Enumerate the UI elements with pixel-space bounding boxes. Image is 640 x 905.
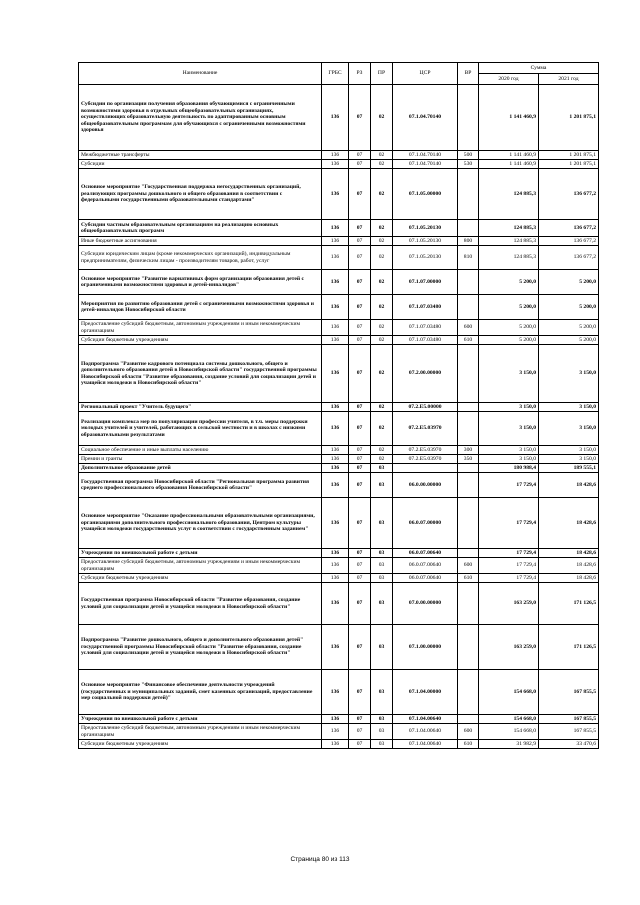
row-rz: 07 — [349, 549, 371, 558]
row-rz: 07 — [349, 740, 371, 749]
row-sum-2021: 18 428,6 — [539, 558, 599, 574]
table-row — [79, 169, 599, 220]
row-vr — [458, 220, 479, 237]
row-name: Государственная программа Новосибирской области "Региональная программа развития среднего профессионального образования Новосибирской области" — [79, 473, 322, 498]
row-csr: 07.1.07.00000 — [393, 270, 458, 295]
row-pr: 02 — [371, 151, 393, 160]
row-grbs: 136 — [322, 464, 349, 473]
table-row — [79, 583, 599, 625]
row-name: Субсидии бюджетным учреждениям — [79, 336, 322, 345]
row-vr — [458, 583, 479, 625]
row-name: Основное мероприятие "Финансовое обеспечение деятельности учреждений (государственных и муниципальных заданий, смет казенных организаций, предоставление мер социальной поддержки детей)" — [79, 670, 322, 715]
row-csr: 07.1.04.70140 — [393, 151, 458, 160]
row-sum-2021: 167 855,5 — [539, 724, 599, 740]
row-name: Иные бюджетные ассигнования — [79, 237, 322, 246]
row-sum-2021: 3 150,0 — [539, 345, 599, 403]
row-sum-2021: 3 150,0 — [539, 446, 599, 455]
row-sum-2020: 154 668,0 — [479, 724, 539, 740]
row-vr: 610 — [458, 740, 479, 749]
row-rz: 07 — [349, 670, 371, 715]
row-sum-2021: 171 126,5 — [539, 583, 599, 625]
row-name: Субсидии частным образовательным организациям на реализацию основных общеобразовательных программ — [79, 220, 322, 237]
row-sum-2020: 1 141 460,9 — [479, 160, 539, 169]
row-sum-2021: 18 428,6 — [539, 473, 599, 498]
row-name: Учреждения по внешкольной работе с детьми — [79, 549, 322, 558]
row-rz: 07 — [349, 455, 371, 464]
row-grbs: 136 — [322, 583, 349, 625]
row-grbs: 136 — [322, 455, 349, 464]
row-csr: 07.1.07.03480 — [393, 320, 458, 336]
table-row — [79, 498, 599, 549]
row-vr — [458, 549, 479, 558]
row-csr: 07.1.07.03480 — [393, 295, 458, 320]
table-row — [79, 160, 599, 169]
row-rz: 07 — [349, 220, 371, 237]
row-vr: 610 — [458, 574, 479, 583]
row-rz: 07 — [349, 473, 371, 498]
row-sum-2020: 17 729,4 — [479, 558, 539, 574]
row-vr: 810 — [458, 246, 479, 270]
row-sum-2020: 3 150,0 — [479, 446, 539, 455]
row-pr: 03 — [371, 625, 393, 670]
row-vr: 300 — [458, 446, 479, 455]
row-vr — [458, 625, 479, 670]
row-rz: 07 — [349, 160, 371, 169]
row-pr: 03 — [371, 583, 393, 625]
row-rz: 07 — [349, 498, 371, 549]
row-vr: 600 — [458, 320, 479, 336]
row-rz: 07 — [349, 237, 371, 246]
row-csr: 07.1.04.00640 — [393, 724, 458, 740]
row-vr — [458, 169, 479, 220]
row-name: Социальное обеспечение и иные выплаты населению — [79, 446, 322, 455]
row-vr: 600 — [458, 724, 479, 740]
row-grbs: 136 — [322, 715, 349, 724]
row-grbs: 136 — [322, 320, 349, 336]
row-sum-2020: 180 988,4 — [479, 464, 539, 473]
row-rz: 07 — [349, 320, 371, 336]
row-grbs: 136 — [322, 403, 349, 412]
row-sum-2020: 3 150,0 — [479, 412, 539, 446]
table-row — [79, 270, 599, 295]
row-pr: 02 — [371, 85, 393, 151]
row-pr: 03 — [371, 715, 393, 724]
row-sum-2021: 171 126,5 — [539, 625, 599, 670]
row-sum-2020: 163 259,0 — [479, 583, 539, 625]
table-row — [79, 446, 599, 455]
table-row — [79, 345, 599, 403]
table-row — [79, 246, 599, 270]
row-pr: 03 — [371, 498, 393, 549]
row-vr — [458, 498, 479, 549]
row-csr: 07.2.00.00000 — [393, 345, 458, 403]
row-vr: 530 — [458, 160, 479, 169]
row-grbs: 136 — [322, 295, 349, 320]
header-vr: ВР — [458, 63, 479, 85]
row-grbs: 136 — [322, 237, 349, 246]
row-sum-2021: 18 428,6 — [539, 498, 599, 549]
row-sum-2020: 124 885,3 — [479, 237, 539, 246]
row-sum-2020: 124 885,3 — [479, 246, 539, 270]
row-name: Субсидии бюджетным учреждениям — [79, 740, 322, 749]
row-sum-2021: 3 150,0 — [539, 412, 599, 446]
row-name: Государственная программа Новосибирской области "Развитие образования, создание условий для социализации детей и учащейся молодежи в Новосибирской области" — [79, 583, 322, 625]
table-row — [79, 336, 599, 345]
row-sum-2020: 154 668,0 — [479, 670, 539, 715]
row-pr: 02 — [371, 336, 393, 345]
row-name: Подпрограмма "Развитие кадрового потенциала системы дошкольного, общего и дополнительного образования детей в Новосибирской области" государственной программы Новосибирской области "Развитие образования, создание условий для социализации детей и учащейся молодежи в Новосибирской области" — [79, 345, 322, 403]
row-vr — [458, 85, 479, 151]
row-pr: 02 — [371, 246, 393, 270]
row-grbs: 136 — [322, 558, 349, 574]
row-vr — [458, 670, 479, 715]
header-sum: Сумма — [479, 63, 599, 74]
row-pr: 03 — [371, 740, 393, 749]
row-grbs: 136 — [322, 412, 349, 446]
row-vr — [458, 345, 479, 403]
row-pr: 02 — [371, 345, 393, 403]
row-csr: 06.0.07.00640 — [393, 574, 458, 583]
table-row — [79, 625, 599, 670]
row-rz: 07 — [349, 583, 371, 625]
row-sum-2020: 31 982,9 — [479, 740, 539, 749]
header-grbs: ГРБС — [322, 63, 349, 85]
row-sum-2020: 124 885,3 — [479, 220, 539, 237]
row-rz: 07 — [349, 151, 371, 160]
row-csr: 06.0.07.00000 — [393, 498, 458, 549]
table-row — [79, 473, 599, 498]
row-csr: 07.1.04.00640 — [393, 715, 458, 724]
row-pr: 03 — [371, 670, 393, 715]
row-name: Реализация комплекса мер по популяризации профессии учителя, в т.ч. меры поддержки молодых учителей и учителей, работающих в сельской местности и в школах с низкими образовательными результатами — [79, 412, 322, 446]
row-pr: 02 — [371, 220, 393, 237]
row-vr — [458, 403, 479, 412]
document-page — [78, 62, 598, 749]
row-csr: 07.1.04.00000 — [393, 670, 458, 715]
row-sum-2021: 136 677,2 — [539, 246, 599, 270]
row-sum-2020: 3 150,0 — [479, 403, 539, 412]
row-sum-2020: 17 729,4 — [479, 498, 539, 549]
row-csr: 07.2.E5.03970 — [393, 446, 458, 455]
table-row — [79, 670, 599, 715]
row-sum-2020: 124 885,3 — [479, 169, 539, 220]
row-rz: 07 — [349, 246, 371, 270]
row-name: Предоставление субсидий бюджетным, автономным учреждениям и иным некоммерческим организациям — [79, 320, 322, 336]
row-vr — [458, 412, 479, 446]
row-vr: 500 — [458, 151, 479, 160]
row-vr: 800 — [458, 237, 479, 246]
row-csr: 06.0.07.00640 — [393, 549, 458, 558]
row-pr: 03 — [371, 464, 393, 473]
row-name: Дополнительное образование детей — [79, 464, 322, 473]
table-row — [79, 574, 599, 583]
row-sum-2020: 1 141 460,9 — [479, 85, 539, 151]
row-csr: 07.2.E5.00000 — [393, 403, 458, 412]
row-name: Региональный проект "Учитель будущего" — [79, 403, 322, 412]
row-grbs: 136 — [322, 724, 349, 740]
row-sum-2020: 5 200,0 — [479, 295, 539, 320]
row-csr: 07.0.00.00000 — [393, 583, 458, 625]
table-row — [79, 85, 599, 151]
header-2020: 2020 год — [479, 74, 539, 85]
row-rz: 07 — [349, 403, 371, 412]
header-csr: ЦСР — [393, 63, 458, 85]
row-grbs: 136 — [322, 549, 349, 558]
row-grbs: 136 — [322, 246, 349, 270]
table-row — [79, 151, 599, 160]
row-name: Субсидии юридическим лицам (кроме некоммерческих организаций), индивидуальным предпринимателям, физическим лицам - производителям товаров, работ, услуг — [79, 246, 322, 270]
row-csr: 07.1.05.20130 — [393, 220, 458, 237]
row-csr: 07.1.04.70140 — [393, 160, 458, 169]
row-grbs: 136 — [322, 473, 349, 498]
row-pr: 02 — [371, 403, 393, 412]
row-name: Подпрограмма "Развитие дошкольного, общего и дополнительного образования детей" государственной программы Новосибирской области "Развитие образования, создание условий для социализации детей и учащейся молодежи в Новосибирской области" — [79, 625, 322, 670]
row-sum-2021: 1 201 875,1 — [539, 160, 599, 169]
row-sum-2021: 5 200,0 — [539, 295, 599, 320]
row-grbs: 136 — [322, 574, 349, 583]
row-sum-2021: 167 855,5 — [539, 715, 599, 724]
row-grbs: 136 — [322, 169, 349, 220]
row-pr: 03 — [371, 558, 393, 574]
row-rz: 07 — [349, 412, 371, 446]
row-vr — [458, 715, 479, 724]
row-sum-2020: 17 729,4 — [479, 574, 539, 583]
row-grbs: 136 — [322, 625, 349, 670]
row-sum-2021: 5 200,0 — [539, 320, 599, 336]
row-sum-2021: 167 855,5 — [539, 670, 599, 715]
row-pr: 02 — [371, 320, 393, 336]
row-sum-2021: 1 201 875,1 — [539, 85, 599, 151]
row-csr: 07.1.04.70140 — [393, 85, 458, 151]
row-sum-2021: 3 150,0 — [539, 455, 599, 464]
table-row — [79, 220, 599, 237]
row-sum-2021: 189 555,1 — [539, 464, 599, 473]
row-name: Предоставление субсидий бюджетным, автономным учреждениям и иным некоммерческим организациям — [79, 724, 322, 740]
row-sum-2020: 154 668,0 — [479, 715, 539, 724]
row-grbs: 136 — [322, 345, 349, 403]
row-name: Межбюджетные трансферты — [79, 151, 322, 160]
row-sum-2021: 136 677,2 — [539, 220, 599, 237]
row-name: Субсидии по организации получения образования обучающимися с ограниченными возможностями здоровья в отдельных общеобразовательных организациях, осуществляющих образовательную деятельность по адаптированным основным общеобразовательным программам для обучающихся с ограниченными возможностями здоровья — [79, 85, 322, 151]
row-sum-2020: 1 141 460,9 — [479, 151, 539, 160]
row-csr: 07.2.E5.03970 — [393, 412, 458, 446]
row-name: Субсидии бюджетным учреждениям — [79, 574, 322, 583]
row-csr: 07.1.05.20130 — [393, 246, 458, 270]
row-sum-2021: 18 428,6 — [539, 549, 599, 558]
table-row — [79, 295, 599, 320]
row-sum-2020: 3 150,0 — [479, 345, 539, 403]
row-vr — [458, 295, 479, 320]
row-rz: 07 — [349, 336, 371, 345]
row-csr: 07.1.05.00000 — [393, 169, 458, 220]
table-row — [79, 464, 599, 473]
page-number: Страница 80 из 113 — [290, 856, 350, 863]
row-csr: 06.0.00.00000 — [393, 473, 458, 498]
row-rz: 07 — [349, 169, 371, 220]
row-rz: 07 — [349, 345, 371, 403]
row-sum-2021: 1 201 875,1 — [539, 151, 599, 160]
row-pr: 02 — [371, 237, 393, 246]
row-sum-2021: 18 428,6 — [539, 574, 599, 583]
row-csr: 07.1.07.03480 — [393, 336, 458, 345]
row-grbs: 136 — [322, 160, 349, 169]
row-rz: 07 — [349, 270, 371, 295]
row-vr: 610 — [458, 336, 479, 345]
row-name: Учреждения по внешкольной работе с детьми — [79, 715, 322, 724]
table-row — [79, 403, 599, 412]
row-rz: 07 — [349, 464, 371, 473]
table-row — [79, 320, 599, 336]
row-grbs: 136 — [322, 336, 349, 345]
row-sum-2021: 5 200,0 — [539, 270, 599, 295]
row-pr: 03 — [371, 724, 393, 740]
row-name: Основное мероприятие "Государственная поддержка негосударственных организаций, реализующих программы дошкольного и общего образования в соответствии с федеральными государственными образовательными стандартами" — [79, 169, 322, 220]
row-sum-2020: 17 729,4 — [479, 549, 539, 558]
row-rz: 07 — [349, 715, 371, 724]
row-sum-2020: 5 200,0 — [479, 270, 539, 295]
row-pr: 02 — [371, 446, 393, 455]
row-sum-2021: 136 677,2 — [539, 169, 599, 220]
table-row — [79, 237, 599, 246]
row-sum-2020: 5 200,0 — [479, 336, 539, 345]
table-row — [79, 740, 599, 749]
row-pr: 02 — [371, 270, 393, 295]
row-rz: 07 — [349, 724, 371, 740]
row-vr: 600 — [458, 558, 479, 574]
row-sum-2020: 17 729,4 — [479, 473, 539, 498]
row-vr — [458, 473, 479, 498]
row-pr: 02 — [371, 455, 393, 464]
row-rz: 07 — [349, 574, 371, 583]
row-csr: 07.1.05.20130 — [393, 237, 458, 246]
row-name: Основное мероприятие "Оказание профессиональными образовательными организациями, организациями дополнительного профессионального образования, Центром культуры учащейся молодежи государственных услуг в соответствии с государственным заданием" — [79, 498, 322, 549]
row-grbs: 136 — [322, 85, 349, 151]
table-row — [79, 549, 599, 558]
row-grbs: 136 — [322, 220, 349, 237]
row-name: Предоставление субсидий бюджетным, автономным учреждениям и иным некоммерческим организациям — [79, 558, 322, 574]
budget-table — [78, 62, 599, 749]
row-grbs: 136 — [322, 270, 349, 295]
row-vr — [458, 464, 479, 473]
row-sum-2020: 3 150,0 — [479, 455, 539, 464]
row-sum-2021: 5 200,0 — [539, 336, 599, 345]
row-sum-2020: 5 200,0 — [479, 320, 539, 336]
row-pr: 03 — [371, 473, 393, 498]
table-row — [79, 715, 599, 724]
row-grbs: 136 — [322, 446, 349, 455]
row-vr — [458, 270, 479, 295]
row-csr: 06.0.07.00640 — [393, 558, 458, 574]
row-sum-2020: 163 259,0 — [479, 625, 539, 670]
row-name: Субсидии — [79, 160, 322, 169]
row-name: Основное мероприятие "Развитие вариативных форм организации образования детей с ограниченными возможностями здоровья и детей-инвалидов" — [79, 270, 322, 295]
row-rz: 07 — [349, 446, 371, 455]
row-csr: 07.2.E5.03970 — [393, 455, 458, 464]
row-vr: 350 — [458, 455, 479, 464]
row-rz: 07 — [349, 85, 371, 151]
row-pr: 02 — [371, 160, 393, 169]
header-rz: РЗ — [349, 63, 371, 85]
row-grbs: 136 — [322, 498, 349, 549]
header-name: Наименование — [79, 63, 322, 85]
table-row — [79, 558, 599, 574]
row-sum-2021: 3 150,0 — [539, 403, 599, 412]
row-name: Мероприятия по развитию образования детей с ограниченными возможностями здоровья и детей-инвалидов Новосибирской области — [79, 295, 322, 320]
row-pr: 03 — [371, 574, 393, 583]
row-grbs: 136 — [322, 670, 349, 715]
row-sum-2021: 136 677,2 — [539, 237, 599, 246]
row-pr: 02 — [371, 169, 393, 220]
table-row — [79, 455, 599, 464]
row-rz: 07 — [349, 625, 371, 670]
header-pr: ПР — [371, 63, 393, 85]
row-sum-2021: 33 470,6 — [539, 740, 599, 749]
row-grbs: 136 — [322, 151, 349, 160]
row-csr — [393, 464, 458, 473]
row-rz: 07 — [349, 558, 371, 574]
header-2021: 2021 год — [539, 74, 599, 85]
row-pr: 03 — [371, 549, 393, 558]
row-rz: 07 — [349, 295, 371, 320]
row-name: Премии и гранты — [79, 455, 322, 464]
row-pr: 02 — [371, 295, 393, 320]
table-row — [79, 724, 599, 740]
row-csr: 07.1.00.00000 — [393, 625, 458, 670]
row-grbs: 136 — [322, 740, 349, 749]
row-csr: 07.1.04.00640 — [393, 740, 458, 749]
table-row — [79, 412, 599, 446]
row-pr: 02 — [371, 412, 393, 446]
